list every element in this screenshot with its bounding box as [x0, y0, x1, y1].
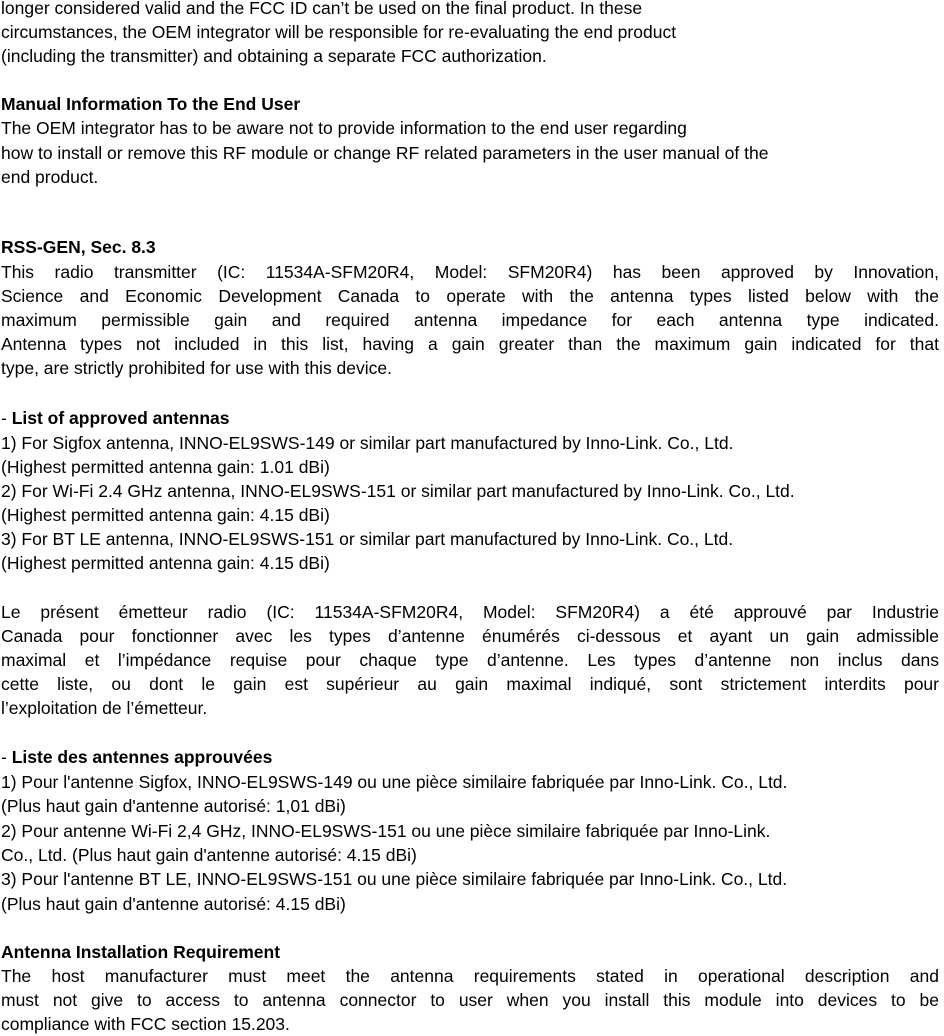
french-list-item: 3) Pour l'antenne BT LE, INNO-EL9SWS-151 ou une pièce similaire fabriquée par Inno-Link. Co., Ltd. — [1, 869, 788, 889]
intro-line: (including the transmitter) and obtaining a separate FCC authorization. — [1, 46, 547, 66]
approved-list-item: 1) For Sigfox antenna, INNO-EL9SWS-149 or similar part manufactured by Inno-Link. Co., Ltd. — [1, 433, 734, 453]
french-list-item: 1) Pour l'antenne Sigfox, INNO-EL9SWS-149 ou une pièce similaire fabriquée par Inno-Link. Co., Ltd. — [1, 772, 788, 792]
french-list-item: (Plus haut gain d'antenne autorisé: 4.15 dBi) — [1, 894, 346, 914]
intro-line: circumstances, the OEM integrator will be responsible for re-evaluating the end product — [1, 22, 677, 42]
intro-line: longer considered valid and the FCC ID can’t be used on the final product. In these — [1, 0, 643, 18]
french-list-heading-row — [1, 745, 272, 769]
rss-gen-line: type, are strictly prohibited for use with this device. — [1, 358, 393, 378]
manual-info-line: how to install or remove this RF module or change RF related parameters in the user manual of the — [1, 143, 769, 163]
french-para-line: l’exploitation de l’émetteur. — [1, 698, 208, 718]
approved-list-item: (Highest permitted antenna gain: 4.15 dBi) — [1, 553, 330, 573]
manual-info-heading: Manual Information To the End User — [1, 94, 301, 114]
french-para-line: maximal et l’impédance requise pour chaque type d’antenne. Les types d’antenne non inclus dans — [1, 650, 939, 670]
list-dash: - — [1, 747, 7, 767]
french-list-heading: Liste des antennes approuvées — [11, 747, 273, 767]
approved-list-heading: List of approved antennas — [11, 408, 230, 428]
approved-list-item: (Highest permitted antenna gain: 1.01 dBi) — [1, 457, 330, 477]
installation-heading: Antenna Installation Requirement — [1, 942, 281, 962]
installation-line: compliance with FCC section 15.203. — [1, 1014, 290, 1034]
approved-list-item: (Highest permitted antenna gain: 4.15 dBi) — [1, 505, 330, 525]
manual-info-line: The OEM integrator has to be aware not to provide information to the end user regarding — [1, 118, 687, 138]
french-para-line: Le présent émetteur radio (IC: 11534A-SFM20R4, Model: SFM20R4) a été approuvé par Industrie — [1, 602, 939, 622]
rss-gen-line: This radio transmitter (IC: 11534A-SFM20R4, Model: SFM20R4) has been approved by Innovation, — [1, 262, 939, 282]
rss-gen-line: maximum permissible gain and required antenna impedance for each antenna type indicated. — [1, 310, 939, 330]
french-list-item: (Plus haut gain d'antenne autorisé: 1,01 dBi) — [1, 796, 346, 816]
installation-line: The host manufacturer must meet the antenna requirements stated in operational description and — [1, 966, 939, 986]
french-list-item: 2) Pour antenne Wi-Fi 2,4 GHz, INNO-EL9SWS-151 ou une pièce similaire fabriquée par Inno-Link. — [1, 821, 771, 841]
rss-gen-line: Antenna types not included in this list, having a gain greater than the maximum gain indicated for that — [1, 334, 939, 354]
french-list-item: Co., Ltd. (Plus haut gain d'antenne autorisé: 4.15 dBi) — [1, 845, 417, 865]
list-dash: - — [1, 408, 7, 428]
manual-info-line: end product. — [1, 167, 99, 187]
rss-gen-heading: RSS-GEN, Sec. 8.3 — [1, 237, 156, 257]
installation-line: must not give to access to antenna connector to user when you install this module into devices to be — [1, 990, 939, 1010]
approved-list-heading-row — [1, 406, 230, 430]
rss-gen-line: Science and Economic Development Canada to operate with the antenna types listed below with the — [1, 286, 939, 306]
french-para-line: Canada pour fonctionner avec les types d’antenne énumérés ci-dessous et ayant un gain admissible — [1, 626, 939, 646]
french-para-line: cette liste, ou dont le gain est supérieur au gain maximal indiqué, sont strictement interdits pour — [1, 674, 939, 694]
approved-list-item: 2) For Wi-Fi 2.4 GHz antenna, INNO-EL9SWS-151 or similar part manufactured by Inno-Link. Co., Ltd. — [1, 481, 795, 501]
approved-list-item: 3) For BT LE antenna, INNO-EL9SWS-151 or similar part manufactured by Inno-Link. Co., Ltd. — [1, 529, 734, 549]
